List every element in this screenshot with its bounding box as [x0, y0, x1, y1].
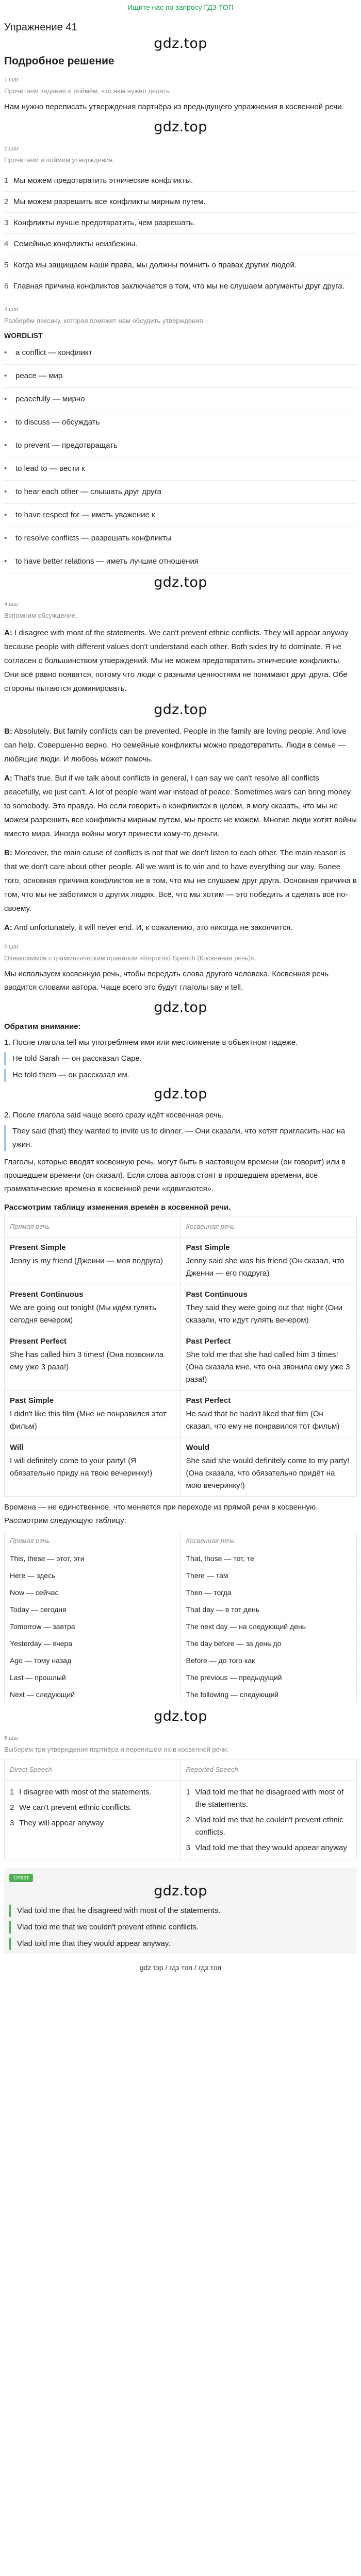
list-item: 1 I disagree with most of the statements. [10, 1788, 152, 1797]
step-1-hint: Прочитаем задание и поймём, что нам нужно делать. [4, 87, 172, 95]
list-item: 2 We can't prevent ethnic conflicts. [10, 1803, 132, 1812]
list-item: • to resolve conflicts — разрешать конфликты [4, 527, 357, 550]
table-row [5, 1781, 357, 1860]
grammar-intro: Мы используем косвенную речь, чтобы передать слова другого человека. Косвенная речь вводится словами автора. Чаще всего это будут глаголы say и tell. [4, 970, 329, 992]
answer-line: Vlad told me that we couldn't prevent ethnic conflicts. [9, 1921, 352, 1934]
step-3-tag: 3 шаг [4, 307, 19, 313]
grammar-point-1: 1. После глагола tell мы употребляем имя или местоимение в объектном падеже. [4, 1038, 298, 1047]
list-item: 3 Конфликты лучше предотвратить, чем разрешать. [4, 213, 357, 234]
table-row: Will I will definitely come to your party! (Я обязательно приду на твою вечеринку!) Would She said she would definitely come to my party! (Она сказала, что обязательно придёт на мою вечеринку!) [5, 1437, 357, 1497]
grammar-point-2: 2. После глагола said чаще всего сразу идёт косвенная речь. [4, 1111, 224, 1120]
table-header-cell: Reported Speech [180, 1759, 357, 1781]
step-3-hint: Разберём лексику, которая поможет нам обсудить утверждения. [4, 317, 205, 325]
table-row: Today — сегодня That day — в тот день [5, 1601, 357, 1618]
statements-list [0, 171, 361, 297]
answer-block [4, 1868, 357, 1954]
step-5-hint: Ознакомимся с грамматическим правилом «Reported Speech (Косвенная речь)». [4, 954, 256, 962]
step-2-tag: 2 шаг [4, 146, 19, 152]
speech-conversion-table [4, 1759, 357, 1860]
exercise-title: Упражнение 41 [4, 22, 77, 33]
watermark: gdz.top [154, 1086, 207, 1102]
table-header-row [5, 1532, 357, 1550]
list-item: • to discuss — обсуждать [4, 411, 357, 434]
footer-link-gdz-top-ru[interactable]: гдз топ [169, 1963, 192, 1972]
step-1-text: Нам нужно переписать утверждения партнёра из предыдущего упражнения в косвенной речи. [4, 103, 344, 111]
list-item: 2 Vlad told me that he couldn't prevent ethnic conflicts. [186, 1816, 343, 1837]
dialogue-line: A: I disagree with most of the statements. We can't prevent ethnic conflicts. They will appear anyway because people with different values don't understand each other. Both sides try to dominate. Я не согласен с большинством утверждений. Мы не можем предотвратить этнические конфликты. Они всё равно появятся, потому что люди с разными ценностями не понимают друг друга. Обе стороны пытаются доминировать. [4, 629, 349, 693]
solution-title: Подробное решение [4, 55, 114, 67]
list-item: • to hear each other — слышать друг друга [4, 481, 357, 504]
footer-link-gdz-top-dot[interactable]: гдз.топ [198, 1963, 222, 1972]
answer-line: Vlad told me that they would appear anyway. [9, 1938, 352, 1950]
table-header-cell: Прямая речь [5, 1532, 181, 1550]
list-item: • peace — мир [4, 365, 357, 388]
list-item: • to have respect for — иметь уважение к [4, 504, 357, 527]
dialogue-line: A: That's true. But if we talk about conflicts in general, I can say we can't resolve all conflicts peacefully, we just can't. A lot of people want war instead of peace. Sometimes wars can bring money to somebody. Это правда. Но если говорить о конфликтах в целом, я могу сказать, что мы не можем разрешить все конфликты мирным путем, мы просто не можем. Многие люди хотят войны вместо мира. Иногда войны могут принести кому-то деньги. [4, 774, 357, 838]
attention-note: Обратим внимание: [4, 1022, 81, 1031]
list-item: 3 They will appear anyway [10, 1819, 104, 1827]
grammar-explain: Глаголы, которые вводят косвенную речь, могут быть в настоящем времени (он говорит) или в прошедшем времени (он сказал). Если слова автора стоят в прошедшем времени, все грамматические времена в косвенной речи «сдвигаются». [4, 1158, 346, 1193]
time-shift-table [4, 1532, 357, 1703]
footer-links: gdz top / гдз топ / гдз.топ [139, 1963, 222, 1972]
watermark: gdz.top [154, 119, 207, 135]
footer-link-gdz-top[interactable]: gdz top [139, 1963, 163, 1972]
list-item: • peacefully — мирно [4, 388, 357, 411]
list-item: • a conflict — конфликт [4, 342, 357, 365]
table-row: Tomorrow — завтра The next day — на следующий день [5, 1618, 357, 1635]
step-4-hint: Вспомним обсуждение. [4, 612, 77, 619]
list-item: 4 Семейные конфликты неизбежны. [4, 234, 357, 255]
list-item: 1 Мы можем предотвратить этнические конфликты. [4, 171, 357, 192]
step-5-tag: 5 шаг [4, 944, 19, 950]
table-header-cell: Косвенная речь [180, 1532, 357, 1550]
watermark: gdz.top [154, 1708, 207, 1724]
dialogue-line: B: Moreover, the main cause of conflicts is not that we don't listen to each other. The main reason is that we don't care about other people. All we want is to win and to have everything our way. Более того, основная причина конфликтов не в том, что мы не слушаем друг друга. Основная причина в том, что мы не заботимся о других людях. Всё, что мы хотим — это победить и сделать всё по-своему. [4, 849, 357, 913]
step-6-tag: 6 шаг [4, 1735, 19, 1741]
tense-table-title: Рассмотрим таблицу изменения времён в косвенной речи. [4, 1203, 231, 1212]
dialogue-line: B: Absolutely. But family conflicts can be prevented. People in the family are loving people. And love can help. Совершенно верно. Но семейные конфликты можно предотвратить. Люди в семье — любящие люди. И любовь может помочь. [4, 727, 347, 764]
table-row: This, these — этот, эти That, those — тот, те [5, 1550, 357, 1567]
time-intro: Времена — не единственное, что меняется при переходе из прямой речи в косвенную. Рассмотрим следующую таблицу: [4, 1503, 318, 1525]
answer-line: Vlad told me that he disagreed with most of the statements. [9, 1905, 352, 1917]
list-item: 1 Vlad told me that he disagreed with most of the statements. [186, 1788, 344, 1809]
example-quote: They said (that) they wanted to invite us to dinner. — Они сказали, что хотят пригласить нас на ужин. [4, 1125, 357, 1151]
table-header-row [5, 1759, 357, 1781]
table-row: Next — следующий The following — следующий [5, 1686, 357, 1703]
watermark: gdz.top [154, 702, 207, 718]
watermark: gdz.top [154, 36, 207, 52]
table-header-cell: Direct Speech [5, 1759, 181, 1781]
list-item: • to lead to — вести к [4, 457, 357, 481]
list-item: 3 Vlad told me that they would appear anyway [186, 1843, 347, 1852]
table-row: Here — здесь There — там [5, 1567, 357, 1584]
list-item: 5 Когда мы защищаем наши права, мы должны помнить о правах других людей. [4, 255, 357, 276]
wordlist [0, 342, 361, 573]
table-row: Present Simple Jenny is my friend (Дженни — моя подруга) Past Simple Jenny said she was his friend (Он сказал, что Дженни — его подруга) [5, 1238, 357, 1284]
answer-badge: Ответ [9, 1874, 33, 1882]
table-row: Last — прошлый The previous — предыдущий [5, 1669, 357, 1686]
list-item: 2 Мы можем разрешить все конфликты мирным путем. [4, 192, 357, 213]
dialogue-line: A: And unfortunately, it will never end. И, к сожалению, это никогда не закончится. [4, 923, 293, 932]
wordlist-title: WORDLIST [4, 331, 43, 340]
table-row: Present Perfect She has called him 3 times! (Она позвонила ему уже 3 раза!) Past Perfect She told me that she had called him 3 times! (Она сказала мне, что она звонила ему уже 3 раза!) [5, 1331, 357, 1391]
table-row: Present Continuous We are going out tonight (Мы идём гулять сегодня вечером) Past Continuous They said they were going out that night (Они сказали, что идут гулять вечером) [5, 1284, 357, 1331]
table-row: Past Simple I didn't like this film (Мне не понравился этот фильм) Past Perfect He said that he hadn't liked that film (Он сказал, что ему не понравился тот фильм) [5, 1391, 357, 1437]
table-header-cell: Косвенная речь [180, 1216, 357, 1238]
step-4-tag: 4 шаг [4, 601, 19, 607]
list-item: • to have better relations — иметь лучшие отношения [4, 550, 357, 573]
example-quote: He told them — он рассказал им. [4, 1069, 357, 1082]
step-1-tag: 1 шаг [4, 77, 19, 83]
step-6-hint: Выберем три утверждения партнёра и перепишем их в косвенной речи. [4, 1745, 229, 1753]
watermark: gdz.top [154, 574, 207, 590]
watermark: gdz.top [154, 999, 207, 1015]
table-header-row [5, 1216, 357, 1238]
table-row: Yesterday — вчера The day before — за день до [5, 1635, 357, 1652]
example-quote: He told Sarah — он рассказал Саре. [4, 1052, 357, 1065]
step-2-hint: Прочитаем и поймём утверждения. [4, 156, 114, 164]
search-banner[interactable]: Ищите нас по запросу ГДЗ ТОП [127, 3, 234, 11]
watermark: gdz.top [154, 1883, 207, 1899]
list-item: 6 Главная причина конфликтов заключается в том, что мы не слушаем аргументы друг друга. [4, 276, 357, 297]
table-row: Ago — тому назад Before — до того как [5, 1652, 357, 1669]
tense-shift-table [4, 1216, 357, 1497]
table-row: Now — сейчас Then — тогда [5, 1584, 357, 1601]
table-header-cell: Прямая речь [5, 1216, 181, 1238]
list-item: • to prevent — предотвращать [4, 434, 357, 457]
